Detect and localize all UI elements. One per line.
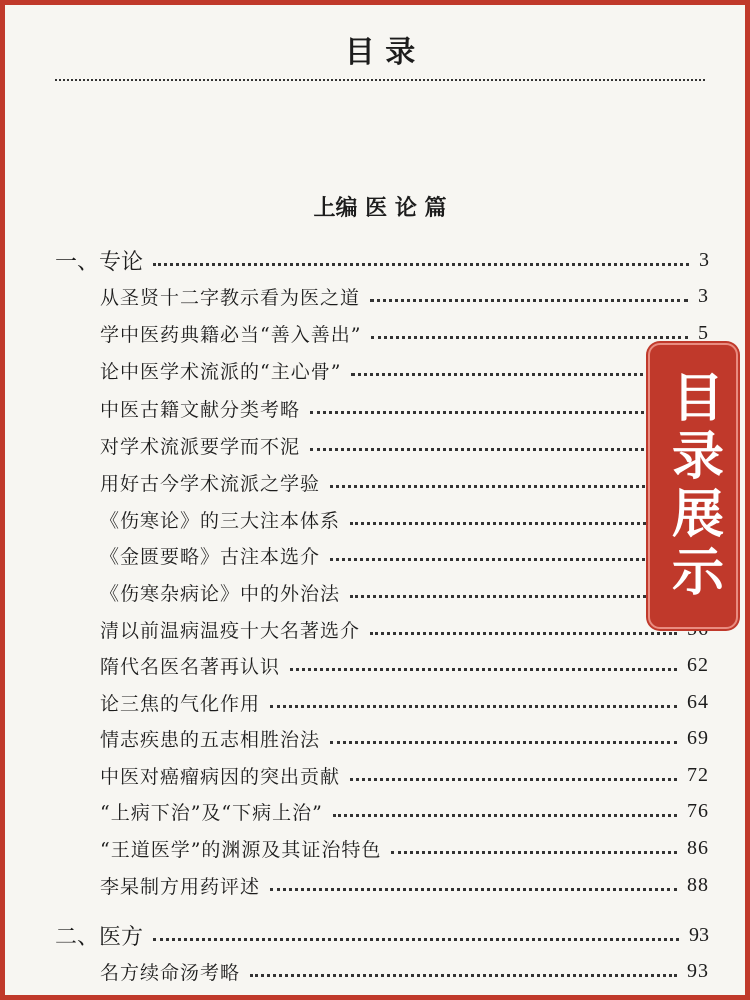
dot-leader: [310, 448, 699, 451]
toc-item-title: 情志疾患的五志相胜治法: [100, 728, 321, 751]
toc-entry-row: [5, 352, 750, 388]
toc-page-number: 88: [687, 873, 709, 896]
toc-entry-row: [5, 757, 750, 793]
toc-entry-row: [5, 793, 750, 829]
dot-leader: [350, 522, 699, 525]
toc-item-title: 隋代名医名著再认识: [100, 655, 281, 678]
dot-leader: [371, 336, 688, 339]
toc-item-title: 《金匮要略》古注本选介: [100, 545, 321, 568]
toc-chapter-row: [5, 242, 750, 278]
toc-entry-row: [5, 315, 750, 351]
toc-entry-row: [5, 647, 750, 683]
dot-leader: [370, 299, 688, 302]
dot-leader: [391, 851, 677, 854]
dot-leader: [333, 814, 677, 817]
dot-leader: [270, 888, 677, 891]
dot-leader: [330, 485, 699, 488]
toc-item-title: “王道医学”的渊源及其证治特色: [100, 838, 382, 861]
toc-entry-row: [5, 278, 750, 314]
toc-entry-row: [5, 611, 750, 647]
toc-page-number: 76: [687, 799, 709, 822]
toc-item-title: 中医对癌瘤病因的突出贡献: [100, 765, 341, 788]
toc-item-title: 用好古今学术流派之学验: [100, 472, 321, 495]
toc-item-title: 论中医学术流派的“主心骨”: [100, 360, 342, 383]
toc-item-title: 清以前温病温疫十大名著选介: [100, 619, 361, 642]
toc-entry-row: [5, 427, 750, 463]
dot-leader: [370, 632, 677, 635]
toc-page-number: 72: [687, 763, 709, 786]
toc-page-number: 3: [699, 248, 709, 271]
dot-leader: [290, 668, 677, 671]
toc-entry-row: [5, 830, 750, 866]
dot-leader: [250, 974, 677, 977]
toc-item-title: 一、专论: [55, 249, 144, 275]
catalog-display-badge: [648, 343, 738, 629]
toc-entry-row: [5, 867, 750, 903]
toc-item-title: 学中医药典籍必当“善入善出”: [100, 323, 362, 346]
toc-item-title: 二、医方: [55, 924, 144, 950]
toc-entry-row: [5, 684, 750, 720]
section-heading: 上编 医 论 篇: [313, 195, 447, 221]
toc-item-title: 《伤寒杂病论》中的外治法: [100, 582, 341, 605]
toc-entry-row: [5, 574, 750, 610]
toc-item-title: 中医古籍文献分类考略: [100, 398, 301, 421]
toc-page-number: 93: [687, 959, 709, 982]
toc-item-title: 论三焦的气化作用: [100, 692, 261, 715]
toc-chapter-row: [5, 917, 750, 953]
toc-page-number: 93: [689, 923, 709, 946]
dot-leader: [350, 595, 699, 598]
title-divider: [55, 79, 705, 81]
dot-leader: [330, 558, 699, 561]
toc-item-title: 《伤寒论》的三大注本体系: [100, 509, 341, 532]
toc-page-number: 86: [687, 836, 709, 859]
dot-leader: [351, 373, 699, 376]
toc-item-title: 从圣贤十二字教示看为医之道: [100, 286, 361, 309]
toc-item-title: 李杲制方用药评述: [100, 875, 261, 898]
toc-page-number: 62: [687, 653, 709, 676]
toc-page-number: 64: [687, 690, 709, 713]
toc-item-title: 对学术流派要学而不泥: [100, 435, 301, 458]
toc-entry-row: [5, 501, 750, 537]
toc-page-number: 3: [698, 284, 709, 307]
page-title: 目 录: [344, 35, 416, 70]
toc-item-title: 名方续命汤考略: [100, 961, 241, 984]
toc-item-title: “上病下治”及“下病上治”: [100, 801, 323, 824]
toc-entry-row: [5, 464, 750, 500]
dot-leader: [330, 741, 677, 744]
toc-entry-row: [5, 390, 750, 426]
toc-entry-row: [5, 720, 750, 756]
toc-page-number: 69: [687, 726, 709, 749]
dot-leader: [350, 778, 677, 781]
toc-entry-row: [5, 537, 750, 573]
toc-entry-row: [5, 953, 750, 989]
dot-leader: [310, 411, 699, 414]
badge-label: 目录展示: [662, 370, 723, 602]
dot-leader: [153, 263, 689, 266]
toc-page-number: 5: [698, 321, 709, 344]
dot-leader: [153, 938, 679, 941]
dot-leader: [270, 705, 677, 708]
